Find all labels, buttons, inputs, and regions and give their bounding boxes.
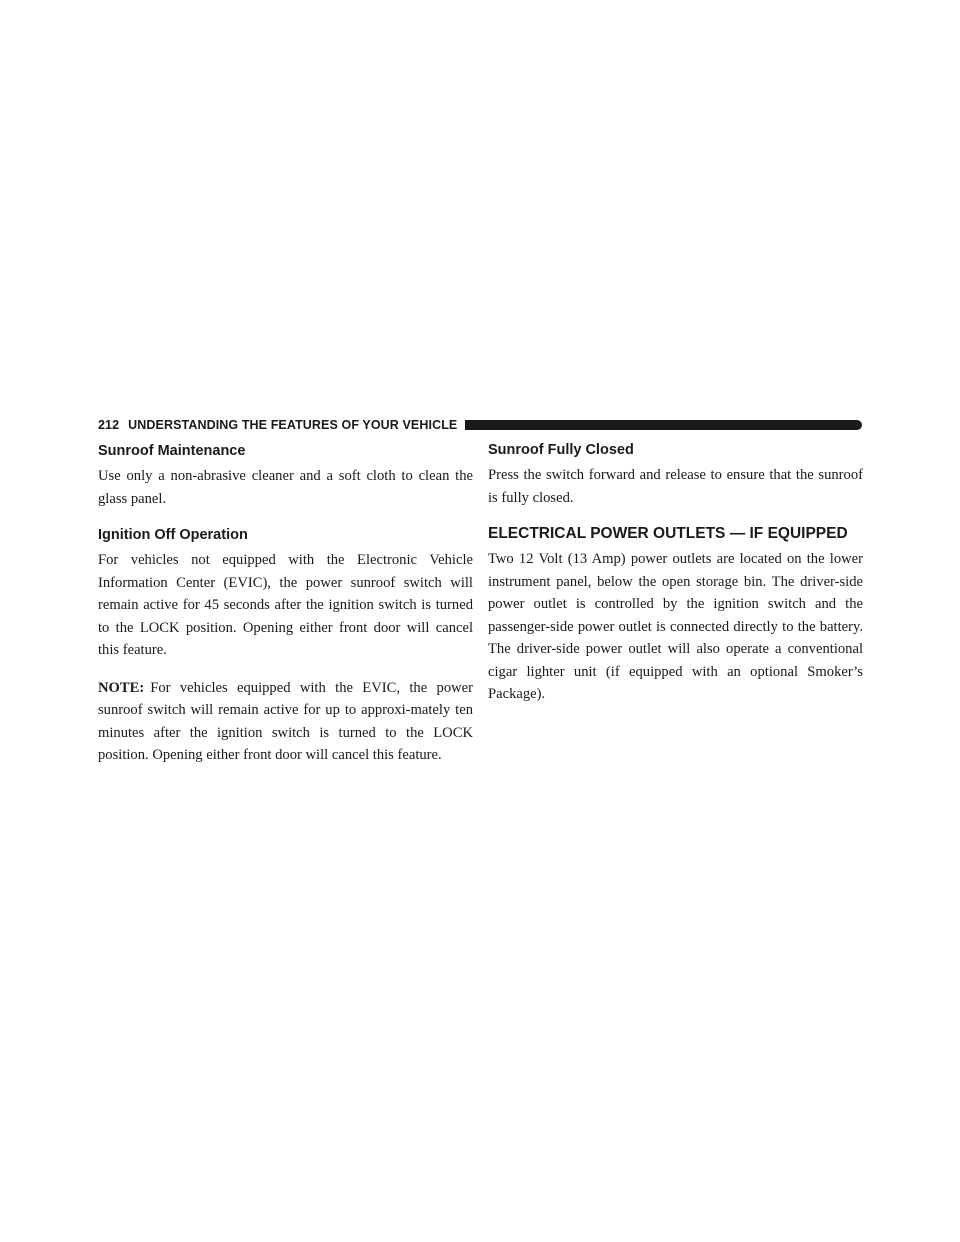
left-column <box>98 441 473 767</box>
sunroof-maintenance-section <box>98 441 473 510</box>
sunroof-maintenance-heading: Sunroof Maintenance <box>98 443 246 459</box>
ignition-off-operation-text: For vehicles not equipped with the Electronic Vehicle Information Center (EVIC), the power sunroof switch will remain active for 45 seconds after the ignition switch is turned to the LOCK position. Opening either front door will cancel this feature. <box>98 552 473 658</box>
sunroof-fully-closed-text: Press the switch forward and release to ensure that the sunroof is fully closed. <box>488 467 863 506</box>
electrical-power-outlets-text: Two 12 Volt (13 Amp) power outlets are located on the lower instrument panel, below the open storage bin. The driver-side power outlet is controlled by the ignition switch and the passenger-side power outlet is connected directly to the battery. The driver-side power outlet will also operate a conventional cigar lighter unit (if equipped with an optional Smoker’s Package). <box>488 551 863 702</box>
section-title: UNDERSTANDING THE FEATURES OF YOUR VEHICLE <box>128 418 458 432</box>
page-number: 212 <box>98 418 120 432</box>
note-label: NOTE: <box>98 679 145 696</box>
header-rule <box>465 420 862 430</box>
note-paragraph <box>98 677 473 767</box>
note-text: For vehicles equipped with the EVIC, the power sunroof switch will remain active for up to approxi-mately ten minutes after the ignition switch is turned to the LOCK position. Opening either front door will cancel this feature. <box>98 679 473 763</box>
ignition-off-operation-heading: Ignition Off Operation <box>98 527 248 543</box>
electrical-power-outlets-section <box>488 524 863 706</box>
sunroof-fully-closed-heading: Sunroof Fully Closed <box>488 442 634 458</box>
electrical-power-outlets-heading: ELECTRICAL POWER OUTLETS — IF EQUIPPED <box>488 525 848 542</box>
sunroof-maintenance-text: Use only a non-abrasive cleaner and a soft cloth to clean the glass panel. <box>98 468 473 507</box>
ignition-off-operation-section <box>98 525 473 767</box>
right-column <box>488 440 863 706</box>
page-header <box>98 416 862 434</box>
sunroof-fully-closed-section <box>488 440 863 509</box>
